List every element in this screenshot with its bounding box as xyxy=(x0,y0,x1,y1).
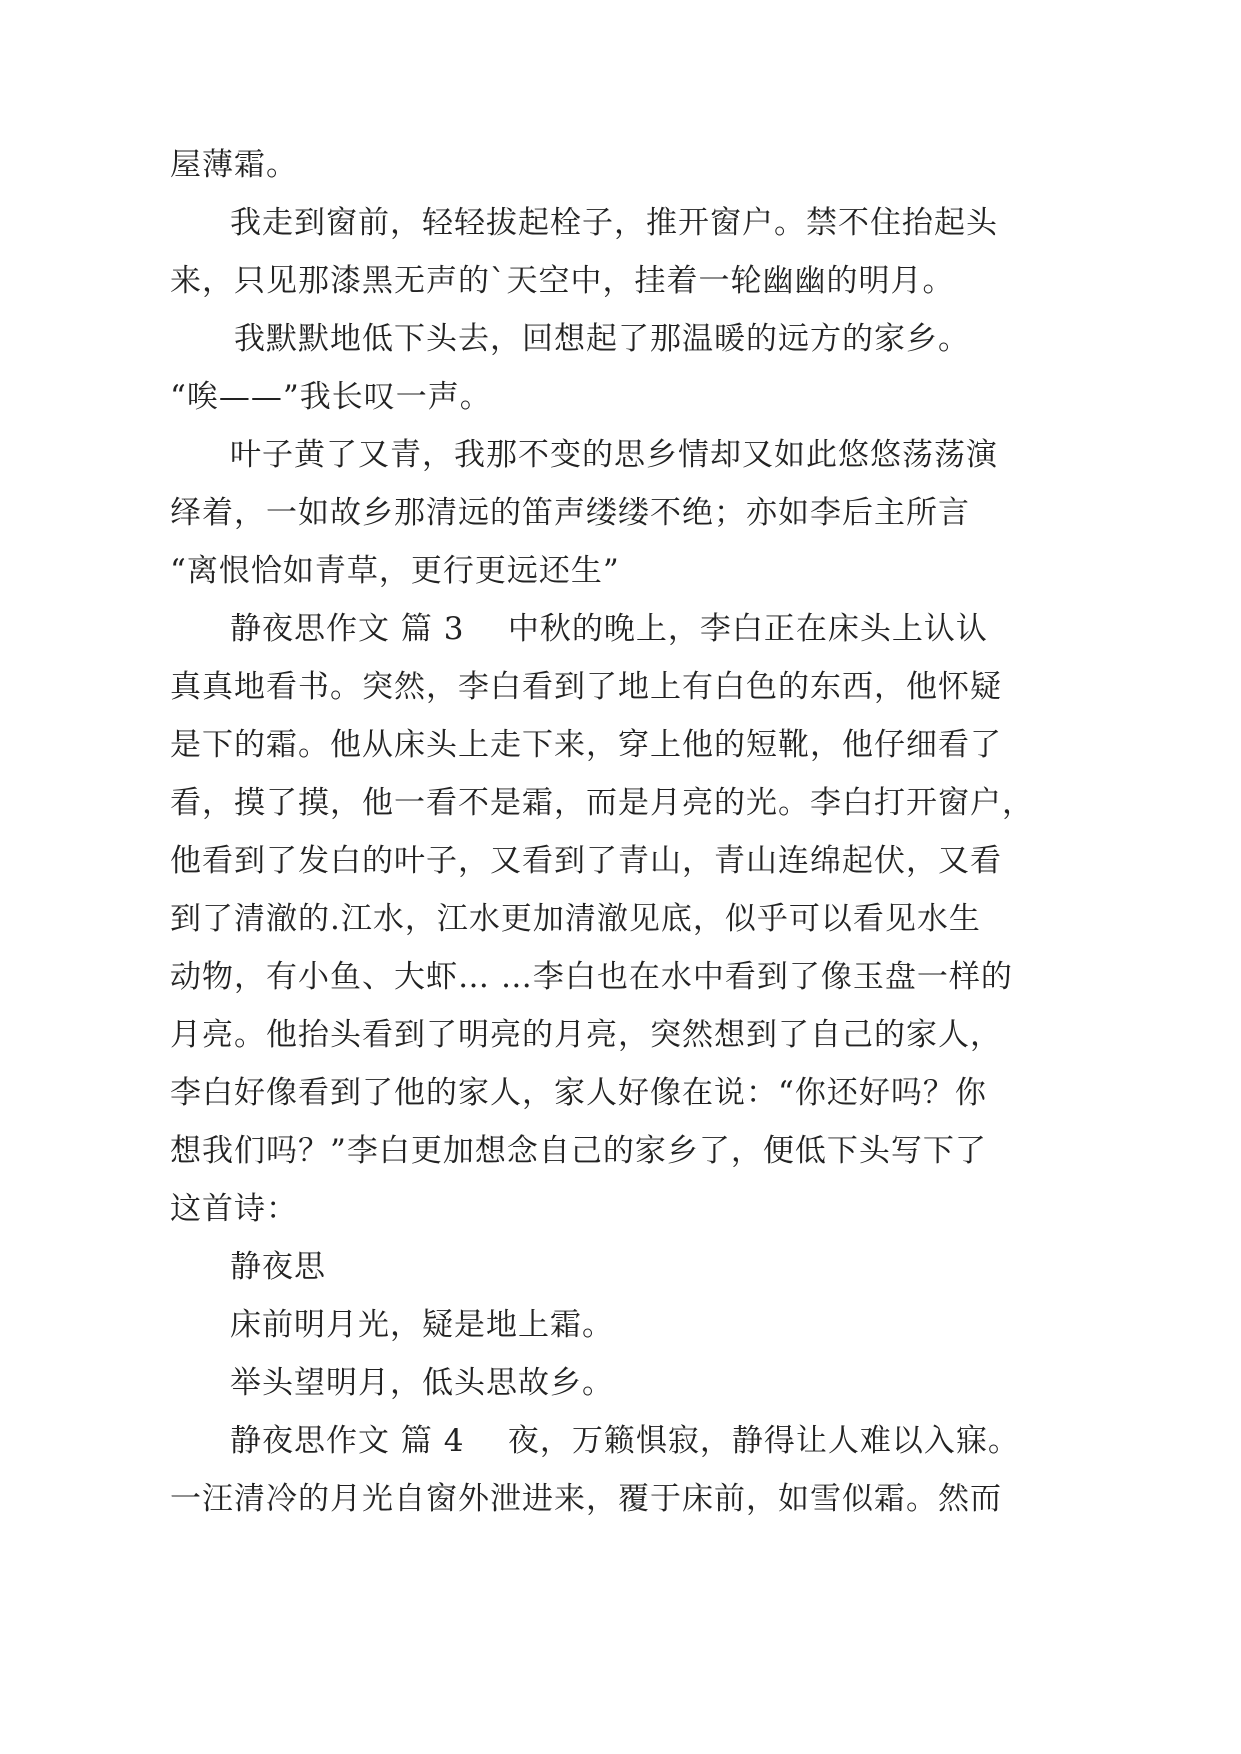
paragraph-start: 叶子黄了又青，我那不变的思乡情却又如此悠悠荡荡演 xyxy=(230,437,998,473)
poem-title: 静夜思 xyxy=(230,1249,326,1285)
section-heading-line: 静夜思作文 篇 4 夜，万籁惧寂，静得让人难以入寐。 xyxy=(230,1423,1020,1459)
paragraph-start: 我默默地低下头去，回想起了那温暖的远方的家乡。 xyxy=(234,321,970,357)
text-line: “离恨恰如青草，更行更远还生” xyxy=(170,553,620,589)
text-line: 这首诗： xyxy=(170,1191,298,1227)
text-line: 他看到了发白的叶子，又看到了青山，青山连绵起伏，又看 xyxy=(170,843,1002,879)
text-line: 想我们吗？”李白更加想念自己的家乡了，便低下头写下了 xyxy=(170,1133,987,1169)
text-line: 到了清澈的.江水，江水更加清澈见底，似乎可以看见水生 xyxy=(170,901,981,937)
section-heading-line: 静夜思作文 篇 3 中秋的晚上，李白正在床头上认认 xyxy=(230,611,988,647)
paragraph-start: 我走到窗前，轻轻拔起栓子，推开窗户。禁不住抬起头 xyxy=(230,205,998,241)
text-line: 李白好像看到了他的家人，家人好像在说：“你还好吗？你 xyxy=(170,1075,987,1111)
text-line: 屋薄霜。 xyxy=(170,147,298,183)
text-line: 来，只见那漆黑无声的`天空中，挂着一轮幽幽的明月。 xyxy=(170,263,955,299)
poem-line: 床前明月光，疑是地上霜。 xyxy=(230,1307,614,1343)
text-line: 一汪清冷的月光自窗外泄进来，覆于床前，如雪似霜。然而 xyxy=(170,1481,1002,1517)
text-line: 月亮。他抬头看到了明亮的月亮，突然想到了自己的家人， xyxy=(170,1017,1002,1053)
text-line: 看，摸了摸，他一看不是霜，而是月亮的光。李白打开窗户， xyxy=(170,785,1034,821)
poem-line: 举头望明月，低头思故乡。 xyxy=(230,1365,614,1401)
text-line: 真真地看书。突然，李白看到了地上有白色的东西，他怀疑 xyxy=(170,669,1002,705)
text-line: 绎着，一如故乡那清远的笛声缕缕不绝；亦如李后主所言 xyxy=(170,495,970,531)
text-line: “唉——”我长叹一声。 xyxy=(170,379,492,415)
text-line: 动物，有小鱼、大虾… …李白也在水中看到了像玉盘一样的 xyxy=(170,959,1013,995)
text-line: 是下的霜。他从床头上走下来，穿上他的短靴，他仔细看了 xyxy=(170,727,1002,763)
